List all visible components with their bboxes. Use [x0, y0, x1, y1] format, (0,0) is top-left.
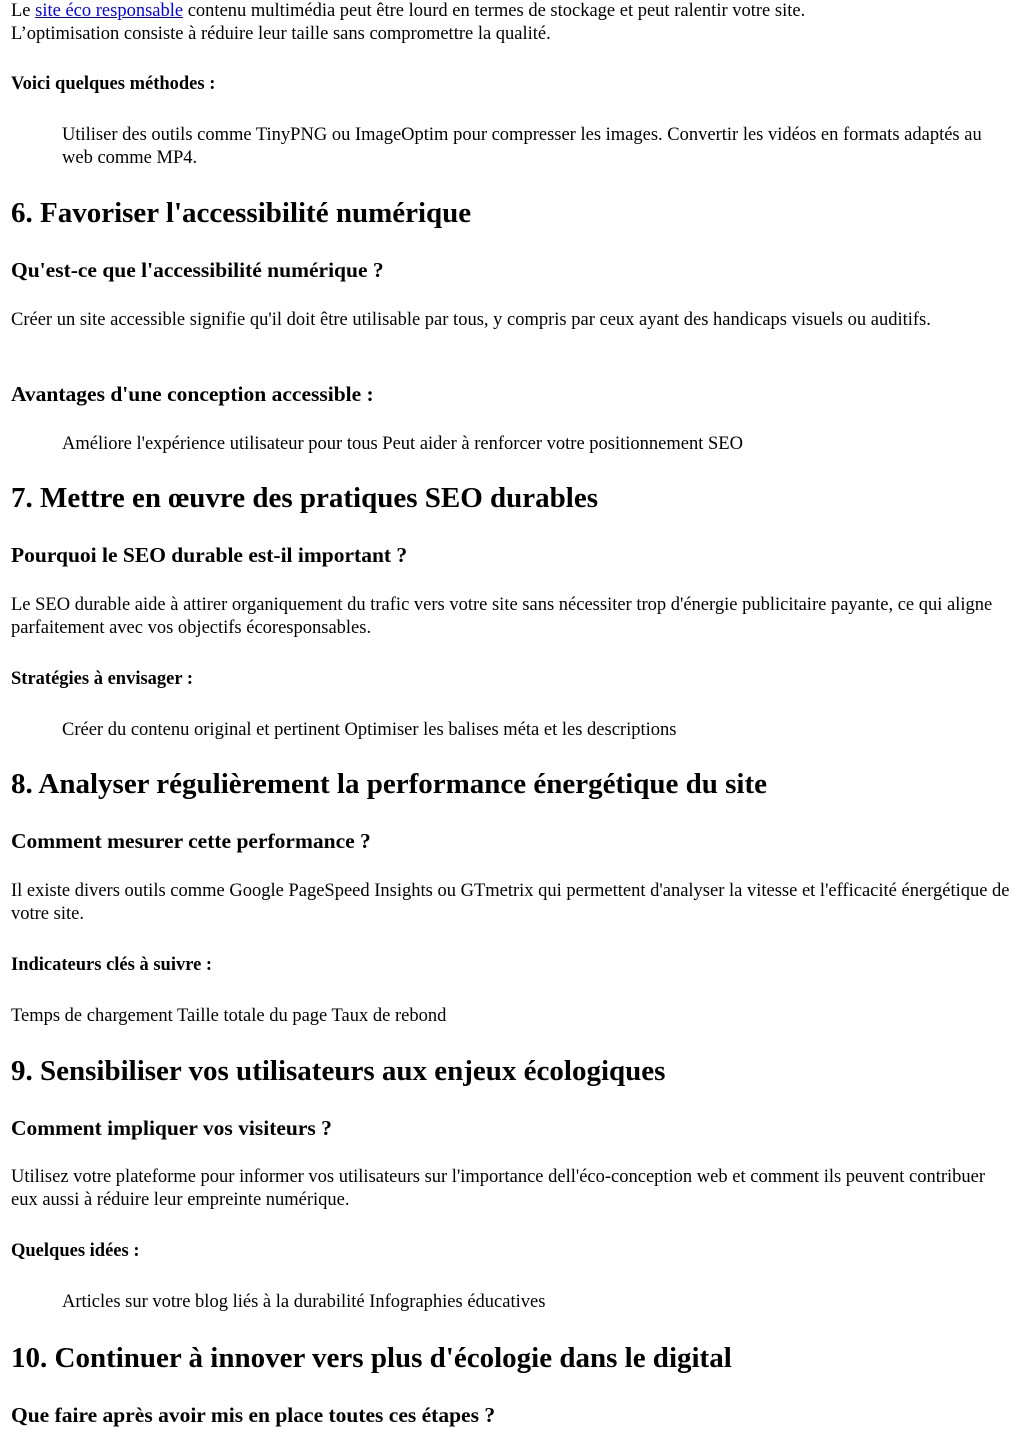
- section9-question-heading: Comment impliquer vos visiteurs ?: [11, 1116, 332, 1140]
- section7-question-heading: Pourquoi le SEO durable est-il important ?: [11, 543, 408, 567]
- section7-sub-heading: Stratégies à envisager :: [11, 669, 194, 689]
- section10-question-heading: Que faire après avoir mis en place toutes ces étapes ?: [11, 1403, 496, 1427]
- section8-title: 8. Analyser régulièrement la performance énergétique du site: [11, 768, 767, 800]
- section8-sub-text: Temps de chargement Taille totale du page Taux de rebond: [11, 1006, 447, 1026]
- section9-question-text: Utilisez votre plateforme pour informer vos utilisateurs sur l'importance dell'éco-conception web et comment ils peuvent contribuer eux aussi à réduire leur empreinte numérique.: [11, 1167, 986, 1210]
- intro-paragraph: [11, 0, 1016, 46]
- section6-sub-text: Améliore l'expérience utilisateur pour tous Peut aider à renforcer votre positionnement SEO: [62, 434, 743, 454]
- methods-text: Utiliser des outils comme TinyPNG ou ImageOptim pour compresser les images. Convertir les vidéos en formats adaptés au web comme MP4.: [62, 125, 982, 168]
- section10-title: 10. Continuer à innover vers plus d'écologie dans le digital: [11, 1342, 732, 1374]
- section7-title: 7. Mettre en œuvre des pratiques SEO durables: [11, 482, 598, 514]
- methods-heading: Voici quelques méthodes :: [11, 74, 216, 94]
- section6-title: 6. Favoriser l'accessibilité numérique: [11, 197, 472, 229]
- section6-sub-heading: Avantages d'une conception accessible :: [11, 382, 374, 406]
- section6-question-text: Créer un site accessible signifie qu'il doit être utilisable par tous, y compris par ceux ayant des handicaps visuels ou auditifs.: [11, 310, 931, 330]
- section8-sub-heading: Indicateurs clés à suivre :: [11, 955, 213, 975]
- intro-prefix: Le: [11, 1, 36, 21]
- section9-title: 9. Sensibiliser vos utilisateurs aux enjeux écologiques: [11, 1055, 666, 1087]
- section8-question-text: Il existe divers outils comme Google PageSpeed Insights ou GTmetrix qui permettent d'analyser la vitesse et l'efficacité énergétique de votre site.: [11, 881, 1010, 924]
- intro-line1-rest: contenu multimédia peut être lourd en termes de stockage et peut ralentir votre site.: [183, 1, 806, 21]
- section9-sub-heading: Quelques idées :: [11, 1241, 140, 1261]
- eco-site-link[interactable]: site éco responsable: [35, 1, 184, 21]
- section7-sub-text: Créer du contenu original et pertinent Optimiser les balises méta et les descriptions: [62, 720, 677, 740]
- section8-question-heading: Comment mesurer cette performance ?: [11, 829, 371, 853]
- section6-question-heading: Qu'est-ce que l'accessibilité numérique ?: [11, 258, 384, 282]
- section7-question-text: Le SEO durable aide à attirer organiquement du trafic vers votre site sans nécessiter trop d'énergie publicitaire payante, ce qui aligne parfaitement avec vos objectifs écoresponsables.: [11, 595, 993, 638]
- section9-sub-text: Articles sur votre blog liés à la durabilité Infographies éducatives: [62, 1292, 546, 1312]
- intro-line2: L’optimisation consiste à réduire leur taille sans compromettre la qualité.: [11, 24, 551, 44]
